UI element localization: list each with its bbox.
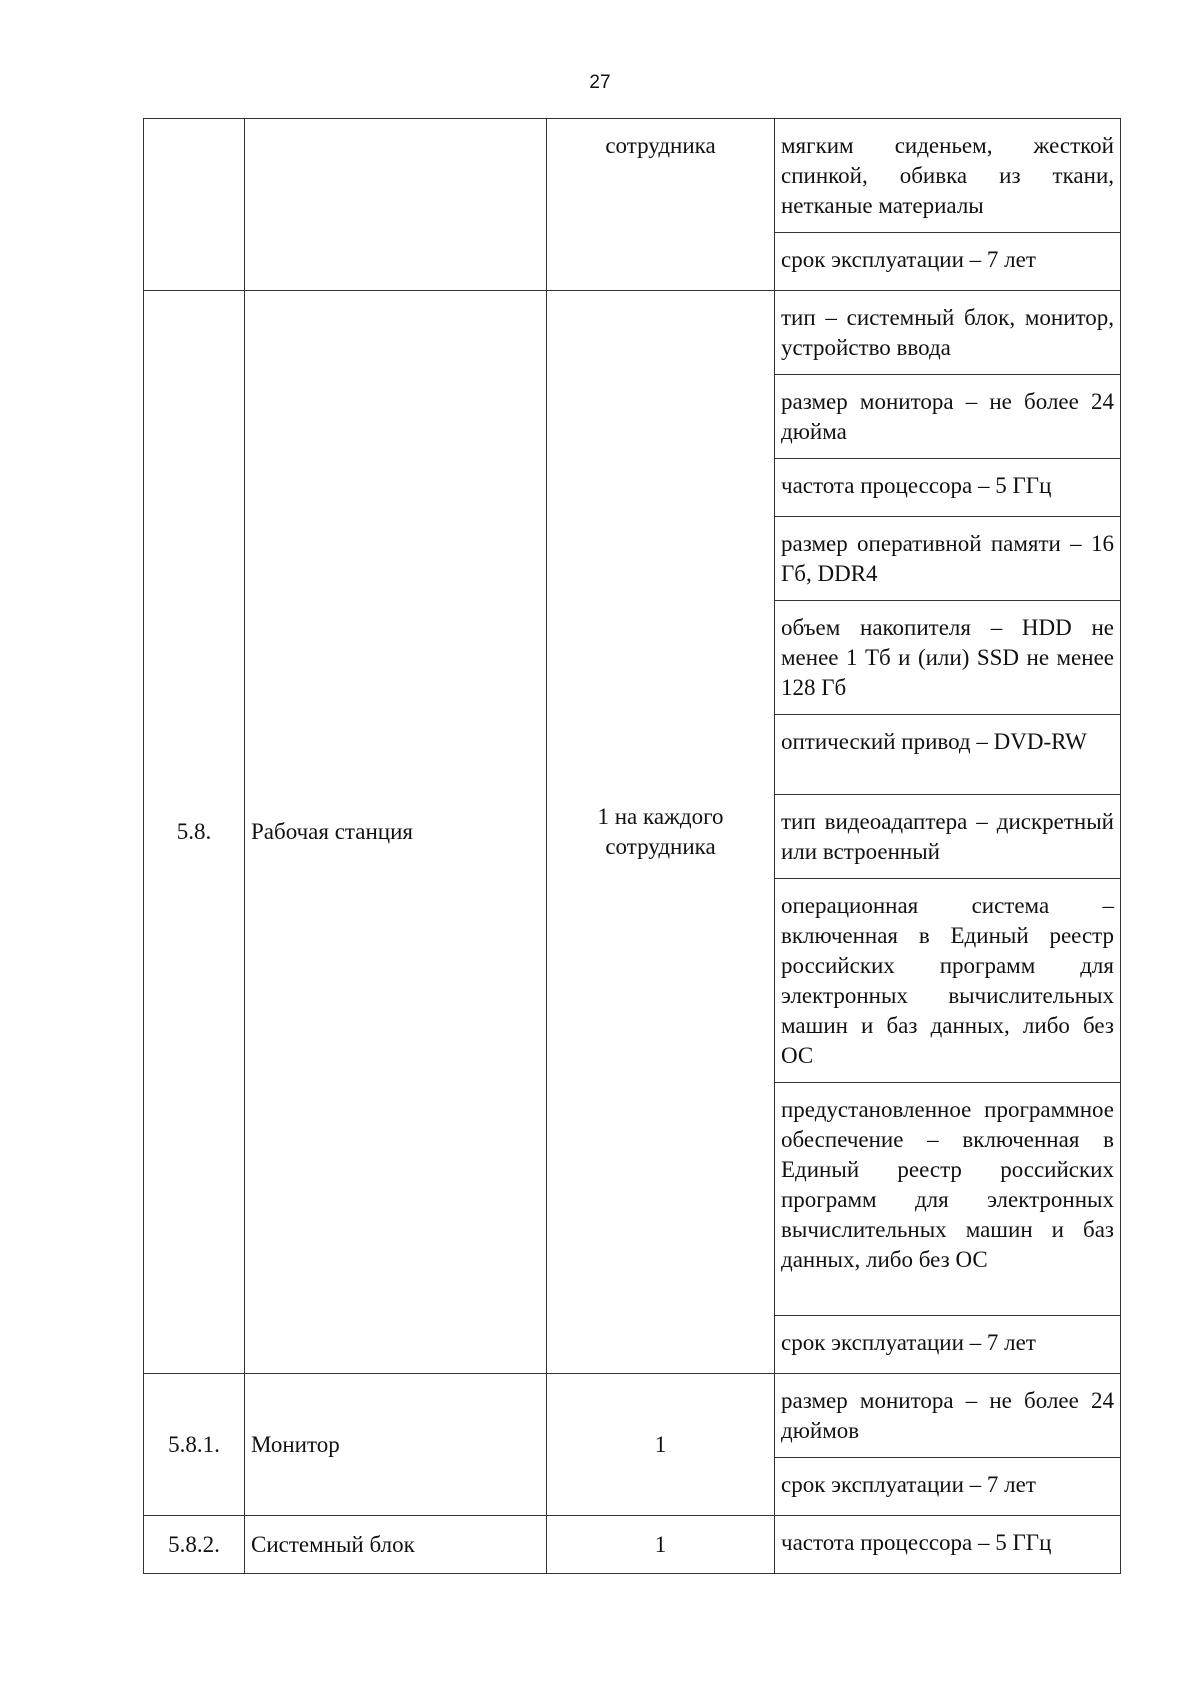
item-number-cell: 5.8.1. — [144, 1374, 245, 1516]
table-row — [144, 1516, 1121, 1574]
spec-cell: тип видеоадаптера – дискретный или встроенный — [775, 795, 1121, 879]
specification-table — [143, 118, 1121, 1574]
spec-cell: размер оперативной памяти – 16 Гб, DDR4 — [775, 517, 1121, 601]
spec-cell: размер монитора – не более 24 дюйма — [775, 375, 1121, 459]
spec-cell: срок эксплуатации – 7 лет — [775, 233, 1121, 291]
spec-cell: срок эксплуатации – 7 лет — [775, 1458, 1121, 1516]
spec-cell: объем накопителя – HDD не менее 1 Тб и (или) SSD не менее 128 Гб — [775, 601, 1121, 715]
item-name-cell: Рабочая станция — [245, 291, 547, 1374]
item-quantity-cell: 1 — [547, 1374, 775, 1516]
table-row — [144, 1374, 1121, 1458]
spec-cell: предустановленное программное обеспечение – включенная в Единый реестр российских программ для электронных вычислительных машин и баз данных, либо без ОС — [775, 1083, 1121, 1316]
item-number-cell: 5.8. — [144, 291, 245, 1374]
item-number-cell — [144, 119, 245, 291]
spec-cell: тип – системный блок, монитор, устройство ввода — [775, 291, 1121, 375]
item-name-cell — [245, 119, 547, 291]
item-name-cell: Системный блок — [245, 1516, 547, 1574]
item-quantity-cell: 1 — [547, 1516, 775, 1574]
spec-cell: операционная система – включенная в Единый реестр российских программ для электронных вычислительных машин и баз данных, либо без ОС — [775, 879, 1121, 1083]
table-row — [144, 119, 1121, 233]
item-number-cell: 5.8.2. — [144, 1516, 245, 1574]
spec-cell: мягким сиденьем, жесткой спинкой, обивка из ткани, нетканые материалы — [775, 119, 1121, 233]
spec-cell: частота процессора – 5 ГГц — [775, 459, 1121, 517]
spec-cell: срок эксплуатации – 7 лет — [775, 1316, 1121, 1374]
page-number: 27 — [589, 72, 611, 93]
item-quantity-cell: 1 на каждого сотрудника — [547, 291, 775, 1374]
item-quantity-cell: сотрудника — [547, 119, 775, 291]
item-name-cell: Монитор — [245, 1374, 547, 1516]
spec-cell: размер монитора – не более 24 дюймов — [775, 1374, 1121, 1458]
table-row — [144, 291, 1121, 375]
spec-cell: частота процессора – 5 ГГц — [775, 1516, 1121, 1574]
spec-cell: оптический привод – DVD-RW — [775, 715, 1121, 795]
